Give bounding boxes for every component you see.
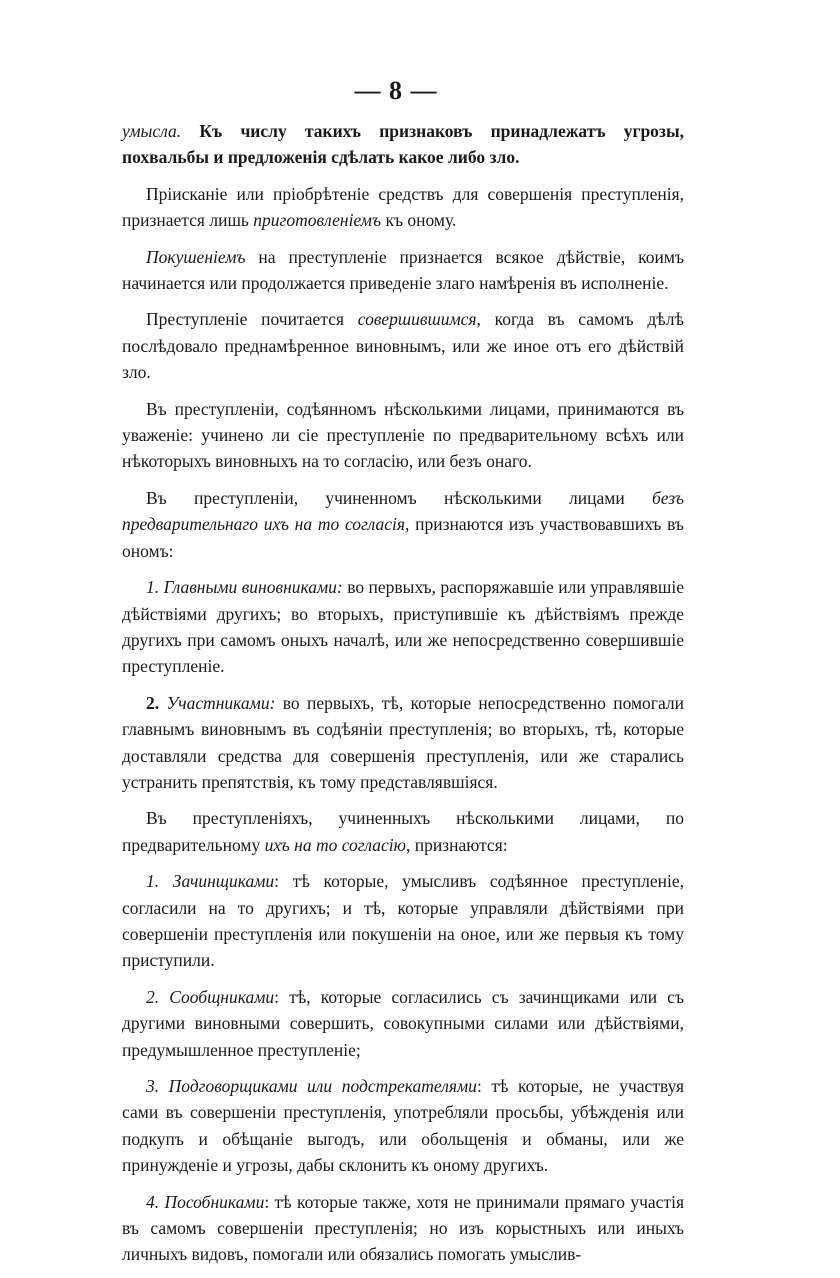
text-run: , признаются изъ участвовавшихъ въ ономъ: xyxy=(122,514,684,561)
text-run: ихъ на то согласію xyxy=(264,834,406,855)
paragraph xyxy=(122,118,684,171)
paragraph xyxy=(122,868,684,974)
text-run: во первыхъ, тѣ, которые непосредственно помогали главнымъ виновнымъ въ содѣяніи преступленія; во вторыхъ, тѣ, которые доставляли средства для совершенія преступленія, или же старались устранить препятствія, къ тому представлявшіяся. xyxy=(122,692,685,792)
paragraph xyxy=(122,181,684,234)
paragraph xyxy=(122,485,684,564)
text-run: умысла. xyxy=(122,121,182,141)
text-run: 1. Главными виновниками: xyxy=(146,577,343,598)
text-run: безъ предварительнаго ихъ на то согласія xyxy=(122,487,684,535)
paragraph xyxy=(122,306,684,385)
text-run: : тѣ которые также, хотя не принимали прямаго участія въ самомъ совершеніи преступленія; но изъ корыстныхъ или иныхъ личныхъ видовъ, помогали или обязались помогать умыслив- xyxy=(122,1191,685,1265)
text-run: Къ числу такихъ признаковъ принадлежатъ угрозы, похвальбы и предложенія сдѣлать какое либо зло. xyxy=(122,121,684,168)
paragraph xyxy=(122,1073,684,1179)
text-run: на преступленіе признается всякое дѣйствіе, коимъ начинается или продолжается приведеніе злаго намѣренія въ исполненіе. xyxy=(122,246,684,294)
text-run: : тѣ, которые согласились съ зачинщиками или съ другими виновными совершить, совокупными силами или дѣйствіями, предумышленное преступленіе; xyxy=(122,986,684,1060)
paragraph xyxy=(122,396,684,475)
text-run: Преступленіе почитается xyxy=(146,309,358,330)
text-run: 3. Подговорщиками или подстрекателями xyxy=(146,1076,477,1096)
text-run: Прiисканіе или пріобрѣтеніе средствъ для совершенія преступленія, признается лишь xyxy=(122,183,684,231)
text-run: приготовленіемъ xyxy=(253,210,382,231)
text-run: къ оному. xyxy=(381,210,457,231)
page-number: — 8 — xyxy=(354,76,438,105)
text-run: 1. Зачинщиками xyxy=(146,871,275,892)
text-run: Покушеніемъ xyxy=(146,246,246,267)
paragraph xyxy=(122,690,684,796)
text-run: , признаются: xyxy=(405,834,508,855)
text-run: во первыхъ, распоряжавшіе или управлявшіе дѣйствіями другихъ; во вторыхъ, приступившіе къ дѣйствіямъ прежде другихъ при самомъ оныхъ началѣ, или же непосредственно совершившіе преступленіе. xyxy=(122,577,685,677)
paragraph xyxy=(122,805,684,858)
text-run: совершившимся xyxy=(357,309,477,330)
text-run: : тѣ которые, не участвуя сами въ совершеніи преступленія, употребляли просьбы, убѣжденія или подкупъ и обѣщаніе выгодъ, или обольщенія и обманы, или же принужденіе и угрозы, дабы склонить къ оному другихъ. xyxy=(122,1076,684,1176)
text-run: , когда въ самомъ дѣлѣ послѣдовало преднамѣренное виновнымъ, или же иное отъ его дѣйствій зло. xyxy=(122,309,684,383)
text-run: Въ преступленіи, содѣянномъ нѣсколькими лицами, принимаются въ уваженіе: учинено ли сіе преступленіе по предварительному всѣхъ или нѣкоторыхъ виновныхъ на то согласію, или безъ онаго. xyxy=(122,398,684,472)
body-text xyxy=(122,118,684,1278)
text-run: 2. Сообщниками xyxy=(146,986,275,1007)
text-run: Участниками: xyxy=(166,692,276,713)
text-run: 4. Пособниками xyxy=(146,1191,265,1212)
text-run: : тѣ которые, умысливъ содѣянное преступленіе, согласили на то другихъ; и тѣ, которые управляли дѣйствіями при совершеніи преступленія или покушеніи на оное, или же первыя къ тому приступили. xyxy=(122,871,685,971)
paragraph xyxy=(122,1189,684,1268)
paragraph xyxy=(122,984,684,1063)
text-run: 2. xyxy=(146,692,167,713)
paragraph xyxy=(122,574,684,680)
text-run: Въ преступленіи, учиненномъ нѣсколькими лицами xyxy=(146,487,652,508)
text-run: Въ преступленіяхъ, учиненныхъ нѣсколькими лицами, по предварительному xyxy=(122,808,684,855)
paragraph xyxy=(122,244,684,297)
